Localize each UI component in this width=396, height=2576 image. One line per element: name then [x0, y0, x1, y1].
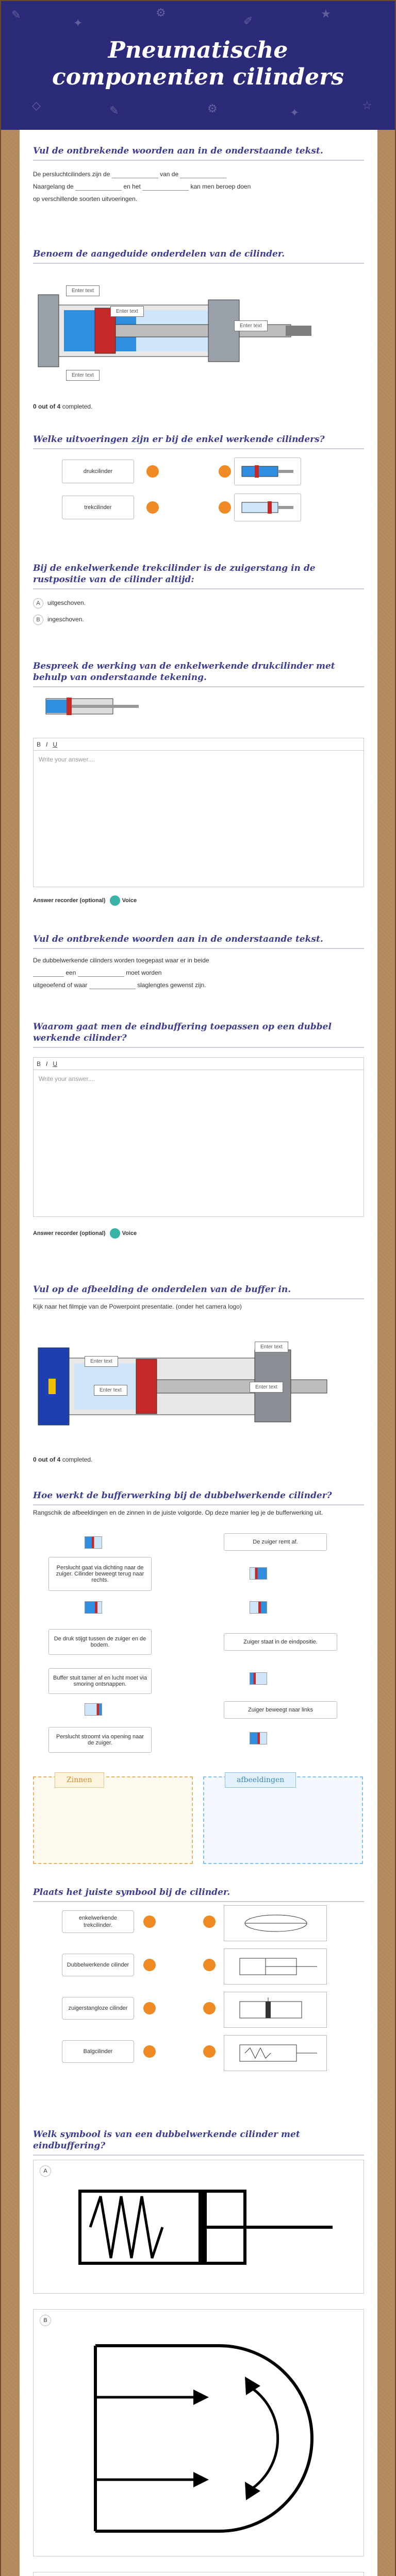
blank-input[interactable]	[112, 171, 158, 178]
divider	[33, 1298, 364, 1299]
answer-placeholder: Write your answer....	[39, 756, 95, 763]
sentence-card[interactable]: De druk stijgt tussen de zuiger en de bodem.	[48, 1629, 152, 1655]
connect-dot[interactable]	[143, 2045, 156, 2058]
underline-icon[interactable]: U	[53, 740, 58, 748]
question-9	[33, 1490, 364, 1943]
divider	[33, 1901, 364, 1902]
page-title: Pneumatische componenten cilinders	[52, 37, 344, 90]
sentence-card[interactable]: Buffer stuit tamer af en lucht moet via smoring ontsnappen.	[48, 1668, 152, 1694]
editor-toolbar	[34, 1058, 364, 1070]
buffer-drawing	[33, 1327, 342, 1440]
editor-toolbar	[34, 738, 364, 751]
connect-dot[interactable]	[146, 465, 159, 478]
option-a[interactable]: A uitgeschoven.	[33, 597, 364, 609]
doodle-icon: ✐	[243, 14, 253, 27]
divider	[33, 1047, 364, 1048]
zone-label: afbeeldingen	[225, 1772, 296, 1788]
option-c[interactable]	[33, 2572, 364, 2576]
question-title: Welke uitvoeringen zijn er bij de enkel werkende cilinders?	[33, 434, 325, 445]
text-fragment: een	[65, 969, 76, 976]
image-card[interactable]	[85, 1703, 102, 1716]
instruction: Rangschik de afbeeldingen en de zinnen in de juiste volgorde. Op deze manier leg je de bufferwerking uit.	[33, 1509, 323, 1516]
doodle-icon: ◇	[32, 99, 41, 112]
blank-input[interactable]	[89, 982, 136, 989]
label-input[interactable]: Enter text	[94, 1385, 127, 1396]
question-title: Bij de enkelwerkende trekcilinder is de zuigerstang in de rustpositie van de cilinder altijd:	[33, 563, 316, 585]
connect-dot[interactable]	[143, 1916, 156, 1928]
text-fragment: De dubbelwerkende cilinders worden toegepast waar er in beide	[33, 957, 209, 964]
drop-zone-afbeeldingen[interactable]	[203, 1776, 363, 1864]
text-fragment: uitgeoefend of waar	[33, 981, 88, 989]
connect-dot[interactable]	[219, 501, 231, 514]
text-fragment: Naargelang de	[33, 183, 74, 190]
question-title: Vul de ontbrekende woorden aan in de onderstaande tekst.	[33, 146, 323, 156]
connect-dot[interactable]	[203, 1916, 216, 1928]
doodle-icon: ✦	[73, 16, 83, 29]
match-item[interactable]: zuigerstangloze cilinder	[62, 1997, 134, 2020]
answer-recorder: Answer recorder (optional) Voice	[33, 895, 137, 906]
image-card[interactable]	[85, 1536, 102, 1549]
question-11	[33, 2129, 364, 2576]
connect-dot[interactable]	[219, 465, 231, 478]
answer-recorder: Answer recorder (optional) Voice	[33, 1228, 137, 1239]
completion-status: 0 out of 4 completed.	[33, 1456, 93, 1463]
doodle-icon: ★	[321, 7, 331, 20]
answer-editor[interactable]	[33, 738, 364, 887]
text-fragment: kan men beroep doen	[190, 183, 251, 190]
cylinder-image-card[interactable]	[234, 457, 301, 485]
image-card[interactable]	[250, 1732, 267, 1744]
symbol-card[interactable]	[224, 1905, 327, 1941]
divider	[33, 160, 364, 161]
divider	[33, 588, 364, 589]
connect-dot[interactable]	[146, 501, 159, 514]
label-input[interactable]: Enter text	[85, 1356, 118, 1367]
option-a[interactable]	[33, 2160, 364, 2294]
drukcilinder-drawing	[43, 688, 146, 724]
divider	[33, 448, 364, 449]
text-fragment: en het	[123, 183, 141, 190]
question-title: Bespreek de werking van de enkelwerkende drukcilinder met behulp van onderstaande tekening.	[33, 661, 335, 683]
divider	[33, 686, 364, 687]
question-title: Hoe werkt de bufferwerking bij de dubbelwerkende cilinder?	[33, 1490, 332, 1501]
divider	[33, 1504, 364, 1505]
doodle-icon: ✎	[109, 104, 119, 117]
question-8	[33, 1284, 364, 1480]
connect-dot[interactable]	[143, 2002, 156, 2014]
voice-button[interactable]: Voice	[110, 895, 137, 906]
microphone-icon	[110, 1228, 120, 1239]
symbol-a	[75, 2181, 343, 2274]
text-fragment: De persluchtcilinders zijn de	[33, 171, 110, 178]
italic-icon[interactable]: I	[46, 740, 48, 748]
match-item[interactable]: enkelwerkende trekcilinder.	[62, 1910, 134, 1933]
question-10	[33, 1887, 364, 2103]
question-title: Waarom gaat men de eindbuffering toepassen op een dubbel werkende cilinder?	[33, 1022, 332, 1043]
instruction: Kijk naar het filmpje van de Powerpoint presentatie. (onder het camera logo)	[33, 1303, 242, 1310]
cylinder-image-card[interactable]	[234, 494, 301, 521]
blank-input[interactable]	[180, 171, 226, 178]
image-card[interactable]	[85, 1601, 102, 1614]
bold-icon[interactable]: B	[37, 740, 41, 748]
question-1	[33, 145, 364, 205]
question-title: Plaats het juiste symbool bij de cilinder.	[33, 1887, 230, 1897]
question-7	[33, 1021, 364, 1258]
answer-placeholder: Write your answer....	[39, 1075, 95, 1082]
text-fragment: moet worden	[126, 969, 162, 976]
symbol-b	[64, 2325, 353, 2547]
bold-icon[interactable]: B	[37, 1060, 41, 1067]
image-card[interactable]	[250, 1672, 267, 1685]
match-item[interactable]: Balgcilinder	[62, 2040, 134, 2063]
divider	[33, 263, 364, 264]
title-banner	[1, 1, 395, 130]
label-input[interactable]: Enter text	[110, 306, 144, 317]
completion-status: 0 out of 4 completed.	[33, 403, 93, 410]
symbol-card[interactable]	[224, 1992, 327, 2028]
match-option-drukcilinder[interactable]: drukcilinder	[62, 460, 134, 483]
match-option-trekcilinder[interactable]: trekcilinder	[62, 496, 134, 519]
sentence-card[interactable]: Perslucht stroomt via opening naar de zuiger.	[48, 1727, 152, 1753]
label-input[interactable]: Enter text	[255, 1342, 288, 1352]
doodle-icon: ⚙	[156, 6, 166, 19]
connect-dot[interactable]	[203, 2045, 216, 2058]
text-fragment: slaglengtes gewenst zijn.	[137, 981, 206, 989]
question-title: Benoem de aangeduide onderdelen van de cilinder.	[33, 249, 285, 259]
label-input[interactable]: Enter text	[66, 285, 100, 296]
worksheet	[20, 130, 377, 2576]
blank-input[interactable]	[78, 970, 124, 977]
symbol-card[interactable]	[224, 1948, 327, 1985]
question-4	[33, 563, 364, 650]
connect-dot[interactable]	[143, 1959, 156, 1971]
question-5	[33, 660, 364, 913]
match-item[interactable]: Dubbelwerkende cilinder	[62, 1954, 134, 1976]
connect-dot[interactable]	[203, 2002, 216, 2014]
image-card[interactable]	[250, 1567, 267, 1580]
divider	[33, 2155, 364, 2156]
drop-zone-zinnen[interactable]	[33, 1776, 193, 1864]
question-title: Vul de ontbrekende woorden aan in de onderstaande tekst.	[33, 934, 323, 944]
symbol-card[interactable]	[224, 2035, 327, 2071]
sentence-card[interactable]: Zuiger beweegt naar links	[224, 1701, 337, 1719]
text-fragment: van de	[160, 171, 179, 178]
doodle-icon: ✦	[290, 106, 300, 119]
underline-icon[interactable]: U	[53, 1060, 58, 1067]
zone-label: Zinnen	[55, 1772, 104, 1788]
divider	[33, 948, 364, 949]
option-b[interactable]	[33, 2309, 364, 2556]
blank-input[interactable]	[75, 183, 122, 191]
option-letter: A	[40, 2165, 51, 2177]
italic-icon[interactable]: I	[46, 1060, 48, 1067]
label-input[interactable]: Enter text	[66, 370, 100, 381]
connect-dot[interactable]	[203, 1959, 216, 1971]
answer-editor[interactable]	[33, 1057, 364, 1217]
question-6	[33, 934, 364, 1016]
blank-input[interactable]	[142, 183, 189, 191]
text-fragment: op verschillende soorten uitvoeringen.	[33, 195, 138, 202]
question-2	[33, 248, 364, 418]
image-card[interactable]	[250, 1601, 267, 1614]
microphone-icon	[110, 895, 120, 906]
question-title: Welk symbool is van een dubbelwerkende cilinder met eindbuffering?	[33, 2129, 300, 2151]
doodle-icon: ⚙	[207, 102, 218, 115]
option-b[interactable]: B ingeschoven.	[33, 613, 364, 625]
sentence-card[interactable]: Zuiger staat in de eindpositie.	[224, 1633, 337, 1651]
option-letter: B	[40, 2315, 51, 2326]
doodle-icon: ✎	[11, 8, 21, 21]
label-input[interactable]: Enter text	[234, 320, 268, 331]
label-input[interactable]: Enter text	[250, 1382, 283, 1393]
sentence-card[interactable]: Perslucht gaat via dichting naar de zuiger. Cilinder beweegt terug naar rechts.	[48, 1557, 152, 1591]
question-3	[33, 434, 364, 552]
sentence-card[interactable]: De zuiger remt af.	[224, 1533, 327, 1551]
question-title: Vul op de afbeelding de onderdelen van de buffer in.	[33, 1284, 291, 1295]
doodle-icon: ☆	[362, 99, 372, 112]
blank-input[interactable]	[33, 970, 64, 977]
voice-button[interactable]: Voice	[110, 1228, 137, 1239]
